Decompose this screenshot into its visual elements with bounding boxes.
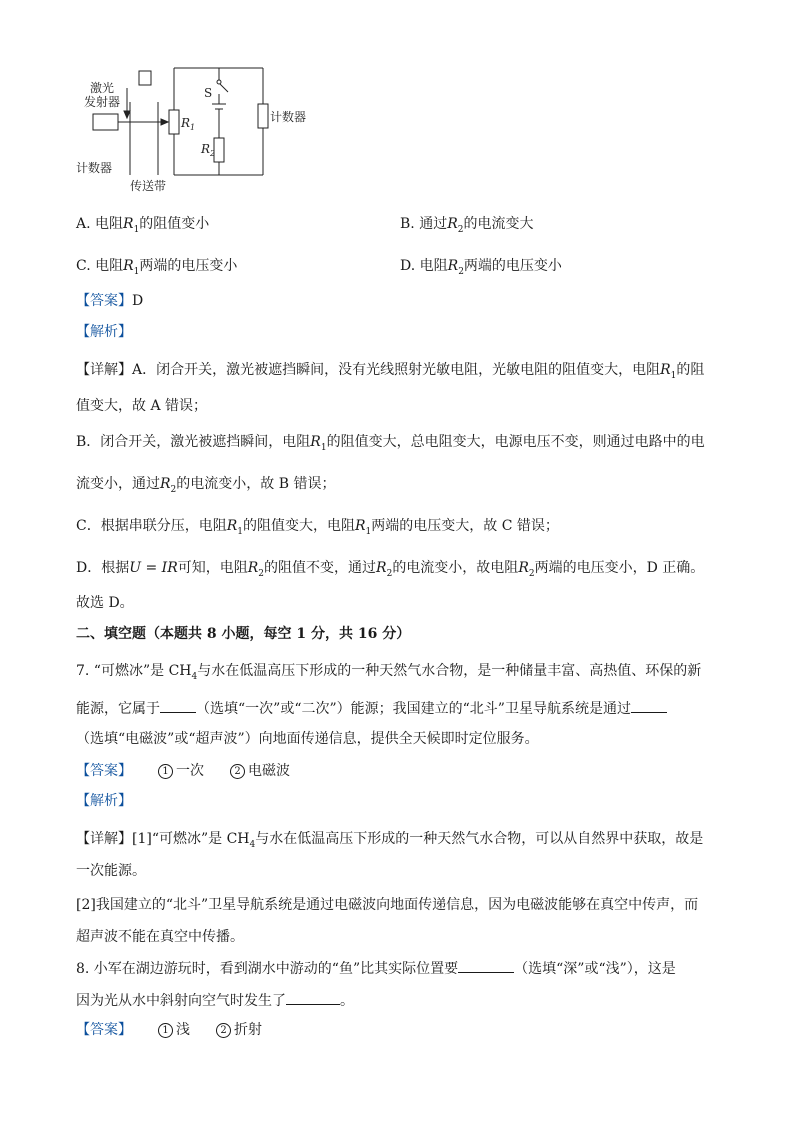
q8-blank-1[interactable] [458,958,514,973]
q7-detail-line-2: 一次能源。 [76,863,146,879]
q7-detail-line-1: 【详解】[1]“可燃冰”是 $CH_4$与水在低温高压下形成的一种天然气水合物，可以从自然界中获取，故是 [76,831,704,850]
laser-label-line2: 发射器 [84,95,121,109]
q6-conclusion: 故选 D。 [76,595,134,611]
q7-blank-1[interactable] [160,698,196,713]
q7-answer: 【答案】 1 一次 2 电磁波 [76,763,290,779]
detail-tag: 【详解】 [76,362,132,378]
q6-detail-line-5: C．根据串联分压，电阻$R_1$的阻值变大，电阻$R_1$两端的电压变大，故 C 错误； [76,518,559,537]
q8-line-1: 8. 小军在湖边游玩时，看到湖水中游动的“鱼”比其实际位置要 （选填“深”或“浅”），这是 [76,958,726,979]
counter-label-right: 计数器 [270,110,307,124]
section-title: 二、填空题（本题共 8 小题，每空 1 分，共 16 分） [76,626,411,642]
conveyor-belt-label: 传送带 [130,179,167,193]
q8-answer: 【答案】 1 浅 2 折射 [76,1022,262,1038]
q6-detail-line-6: D．根据U = IR可知，电阻$R_2$的阻值不变，通过$R_2$的电流变小，故电阻$R_2$两端的电压变小，D 正确。 [76,560,705,579]
q8-line-2: 因为光从水中斜射向空气时发生了 。 [76,990,726,1011]
r2-label: $R_2$ [201,142,216,158]
q6-detail-line-1: 【详解】A．闭合开关，激光被遮挡瞬间，没有光线照射光敏电阻，光敏电阻的阻值变大，电阻$R_1$的阻 [76,362,705,381]
q6-answer: 【答案】D [76,293,144,309]
q7-line-2: 能源，它属于 （选填“一次”或“二次”）能源；我国建立的“北斗”卫星导航系统是通过 [76,698,726,719]
option-a: A. 电阻$R_1$的阻值变小 [76,216,210,235]
circuit-diagram [0,0,794,200]
q7-analysis-tag: 【解析】 [76,793,132,809]
q7-detail-line-3: [2]我国建立的“北斗”卫星导航系统是通过电磁波向地面传递信息，因为电磁波能够在真空中传声，而 [76,897,699,913]
q7-line-1: 7. “可燃冰”是 $CH_4$与水在低温高压下形成的一种天然气水合物，是一种储量丰富、高热值、环保的新 [76,663,702,682]
q7-line-3: （选填“电磁波”或“超声波”）向地面传递信息，提供全天候即时定位服务。 [76,731,539,747]
laser-label-line1: 激光 [90,81,115,95]
switch-label: S [204,86,213,100]
q6-detail-line-4: 流变小，通过$R_2$的电流变小，故 B 错误； [76,476,336,495]
q6-detail-line-3: B．闭合开关，激光被遮挡瞬间，电阻$R_1$的阻值变大，总电阻变大，电源电压不变，则通过电路中的电 [76,434,705,453]
q6-detail-line-2: 值变大，故 A 错误； [76,398,208,414]
q7-detail-line-4: 超声波不能在真空中传播。 [76,929,244,945]
option-b: B. 通过$R_2$的电流变大 [400,216,534,235]
option-d: D. 电阻$R_2$两端的电压变小 [400,258,562,277]
q6-analysis-tag: 【解析】 [76,324,132,340]
q8-blank-2[interactable] [286,990,340,1005]
option-c: C. 电阻$R_1$两端的电压变小 [76,258,238,277]
counter-label-left: 计数器 [76,161,113,175]
r1-label: $R_1$ [181,116,196,132]
q7-blank-2[interactable] [631,698,667,713]
answer-tag: 【答案】 [76,293,132,309]
